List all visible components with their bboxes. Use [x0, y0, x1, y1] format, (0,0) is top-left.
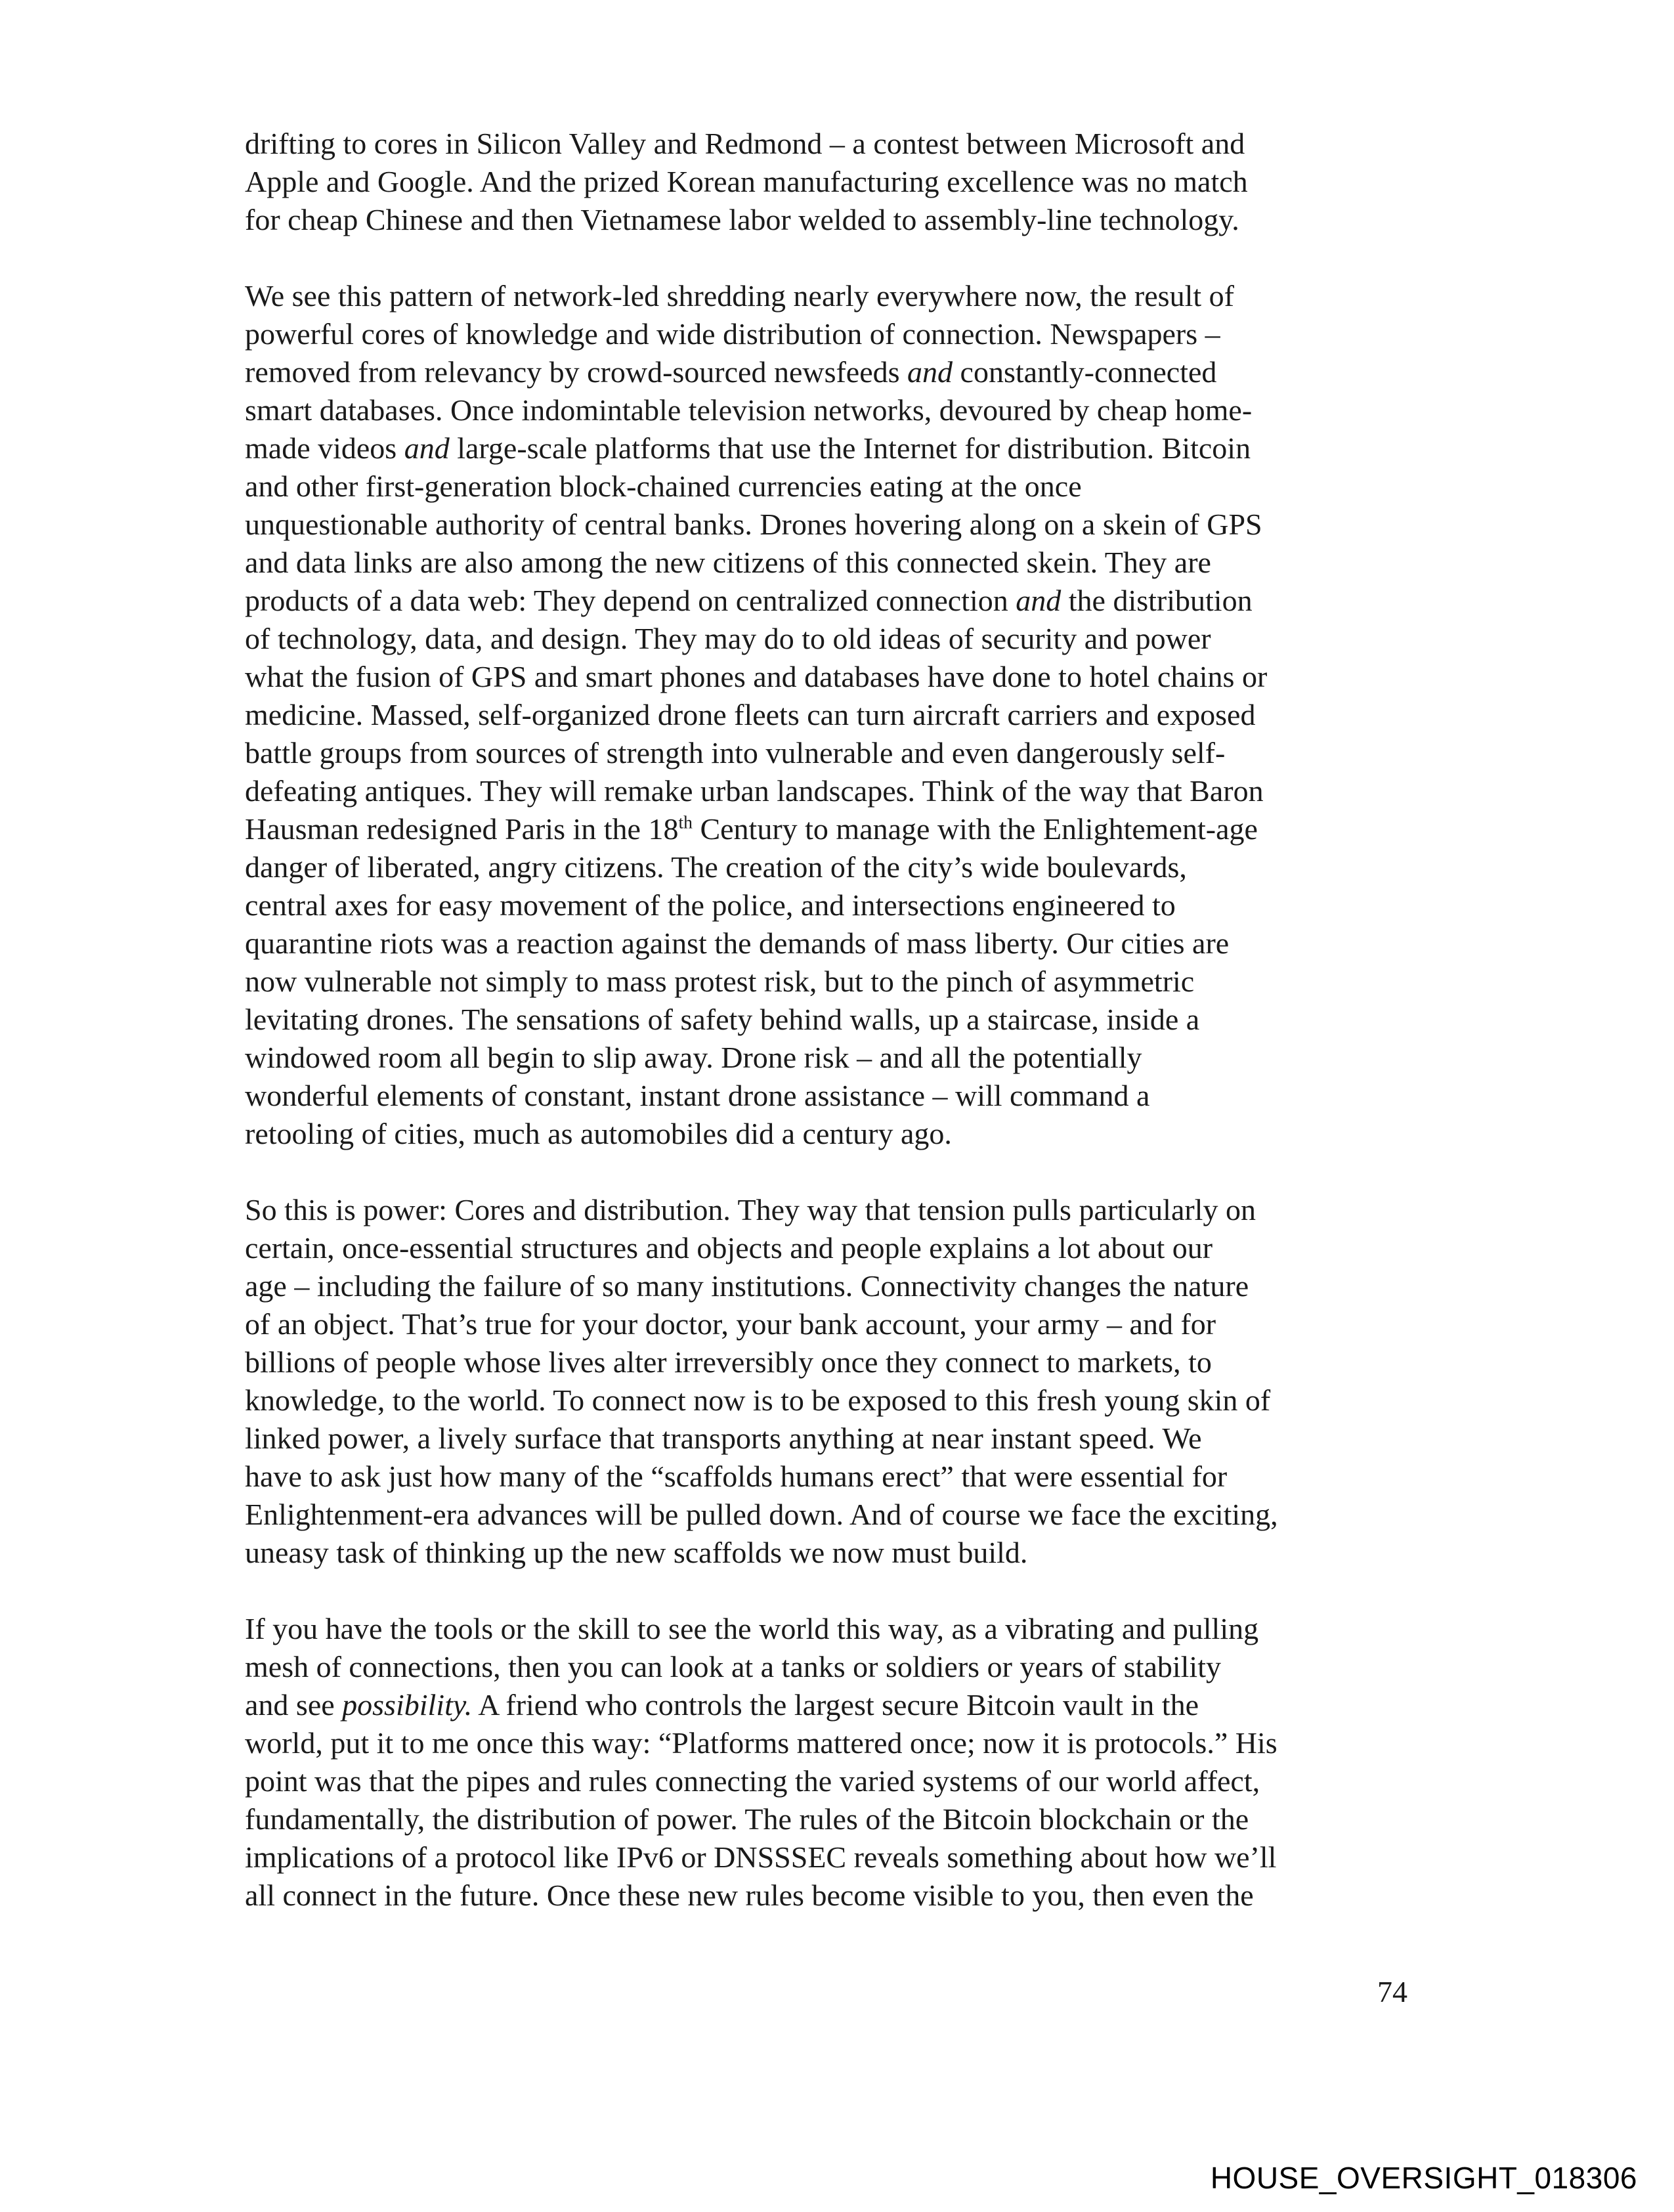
text-line	[245, 163, 1436, 201]
text-run: have to ask just how many of the “scaffolds humans erect” that were essential for	[245, 1460, 1228, 1493]
text-run: linked power, a lively surface that transports anything at near instant speed. We	[245, 1421, 1202, 1455]
text-run: drifting to cores in Silicon Valley and Redmond – a contest between Microsoft and	[245, 127, 1245, 160]
body-text	[245, 125, 1436, 1915]
text-line	[245, 696, 1436, 734]
text-line	[245, 1229, 1436, 1267]
text-line	[245, 1876, 1436, 1915]
text-run: fundamentally, the distribution of power. The rules of the Bitcoin blockchain or the	[245, 1802, 1249, 1836]
text-run: So this is power: Cores and distribution. They way that tension pulls particularly on	[245, 1193, 1256, 1226]
text-line	[245, 1610, 1436, 1648]
text-run: danger of liberated, angry citizens. The creation of the city’s wide boulevards,	[245, 850, 1187, 884]
text-line	[245, 1724, 1436, 1762]
paragraph	[245, 125, 1436, 239]
text-line	[245, 277, 1436, 315]
text-run: levitating drones. The sensations of safety behind walls, up a staircase, inside a	[245, 1003, 1200, 1036]
page-number: 74	[1377, 1975, 1407, 2008]
text-line	[245, 353, 1436, 391]
italic-text: and	[907, 355, 953, 389]
text-run: windowed room all begin to slip away. Drone risk – and all the potentially	[245, 1041, 1142, 1074]
paragraph	[245, 277, 1436, 1153]
text-line	[245, 1648, 1436, 1686]
text-line	[245, 924, 1436, 963]
text-line	[245, 1343, 1436, 1381]
text-run: retooling of cities, much as automobiles did a century ago.	[245, 1117, 952, 1150]
text-run: uneasy task of thinking up the new scaffolds we now must build.	[245, 1536, 1028, 1569]
superscript-text: th	[678, 812, 693, 833]
paragraph	[245, 1191, 1436, 1572]
text-run: A friend who controls the largest secure Bitcoin vault in the	[472, 1688, 1199, 1722]
text-line	[245, 1001, 1436, 1039]
text-line	[245, 1420, 1436, 1458]
text-line	[245, 1496, 1436, 1534]
paragraph	[245, 1610, 1436, 1915]
text-run: constantly-connected	[953, 355, 1217, 389]
text-run: central axes for easy movement of the police, and intersections engineered to	[245, 888, 1176, 922]
text-line	[245, 1115, 1436, 1153]
text-line	[245, 391, 1436, 429]
text-run: and data links are also among the new citizens of this connected skein. They are	[245, 546, 1211, 579]
text-line	[245, 1039, 1436, 1077]
text-run: world, put it to me once this way: “Platforms mattered once; now it is protocols.” His	[245, 1726, 1277, 1760]
italic-text: and	[404, 431, 450, 465]
text-run: and see	[245, 1688, 343, 1722]
text-run: Century to manage with the Enlightement-age	[692, 812, 1258, 846]
text-run: knowledge, to the world. To connect now is to be exposed to this fresh young skin of	[245, 1383, 1271, 1417]
text-line	[245, 1381, 1436, 1420]
text-line	[245, 429, 1436, 467]
text-line	[245, 772, 1436, 810]
text-run: Apple and Google. And the prized Korean manufacturing excellence was no match	[245, 165, 1248, 198]
text-run: products of a data web: They depend on centralized connection	[245, 584, 1016, 617]
text-run: implications of a protocol like IPv6 or DNSSSEC reveals something about how we’ll	[245, 1840, 1277, 1874]
italic-text: possibility.	[342, 1688, 473, 1722]
italic-text: and	[1016, 584, 1062, 617]
text-line	[245, 467, 1436, 506]
text-line	[245, 658, 1436, 696]
text-line	[245, 1686, 1436, 1724]
text-run: smart databases. Once indomintable television networks, devoured by cheap home-	[245, 393, 1253, 427]
text-run: what the fusion of GPS and smart phones and databases have done to hotel chains or	[245, 660, 1268, 693]
text-run: made videos	[245, 431, 404, 465]
text-line	[245, 125, 1436, 163]
text-line	[245, 886, 1436, 924]
text-run: Enlightenment-era advances will be pulled down. And of course we face the exciting,	[245, 1498, 1278, 1531]
text-run: unquestionable authority of central banks. Drones hovering along on a skein of GPS	[245, 508, 1262, 541]
text-run: large-scale platforms that use the Internet for distribution. Bitcoin	[449, 431, 1251, 465]
text-line	[245, 1800, 1436, 1838]
text-run: mesh of connections, then you can look at a tanks or soldiers or years of stability	[245, 1650, 1221, 1683]
text-run: We see this pattern of network-led shredding nearly everywhere now, the result of	[245, 279, 1234, 313]
text-run: now vulnerable not simply to mass protest risk, but to the pinch of asymmetric	[245, 965, 1195, 998]
text-run: age – including the failure of so many institutions. Connectivity changes the nature	[245, 1269, 1249, 1303]
text-line	[245, 1305, 1436, 1343]
text-line	[245, 1762, 1436, 1800]
text-run: battle groups from sources of strength into vulnerable and even dangerously self-	[245, 736, 1226, 770]
text-run: removed from relevancy by crowd-sourced newsfeeds	[245, 355, 908, 389]
text-run: medicine. Massed, self-organized drone fleets can turn aircraft carriers and exposed	[245, 698, 1256, 731]
text-run: of an object. That’s true for your doctor, your bank account, your army – and for	[245, 1307, 1216, 1341]
text-line	[245, 734, 1436, 772]
text-line	[245, 544, 1436, 582]
text-run: all connect in the future. Once these new rules become visible to you, then even the	[245, 1878, 1254, 1912]
text-line	[245, 963, 1436, 1001]
text-run: of technology, data, and design. They may do to old ideas of security and power	[245, 622, 1211, 655]
text-line	[245, 620, 1436, 658]
text-line	[245, 810, 1436, 848]
text-line	[245, 1077, 1436, 1115]
text-run: Hausman redesigned Paris in the 18	[245, 812, 679, 846]
text-run: billions of people whose lives alter irreversibly once they connect to markets, to	[245, 1345, 1212, 1379]
text-line	[245, 848, 1436, 886]
text-run: wonderful elements of constant, instant drone assistance – will command a	[245, 1079, 1150, 1112]
text-line	[245, 582, 1436, 620]
text-line	[245, 315, 1436, 353]
text-run: defeating antiques. They will remake urban landscapes. Think of the way that Baron	[245, 774, 1264, 808]
text-line	[245, 506, 1436, 544]
text-run: powerful cores of knowledge and wide distribution of connection. Newspapers –	[245, 317, 1220, 351]
bates-stamp: HOUSE_OVERSIGHT_018306	[1210, 2161, 1637, 2195]
text-run: and other first-generation block-chained currencies eating at the once	[245, 469, 1082, 503]
text-run: quarantine riots was a reaction against the demands of mass liberty. Our cities are	[245, 926, 1230, 960]
text-line	[245, 1458, 1436, 1496]
text-run: the distribution	[1061, 584, 1253, 617]
text-run: for cheap Chinese and then Vietnamese labor welded to assembly-line technology.	[245, 203, 1239, 236]
text-line	[245, 1191, 1436, 1229]
text-run: point was that the pipes and rules connecting the varied systems of our world affect,	[245, 1764, 1260, 1798]
text-line	[245, 1534, 1436, 1572]
text-line	[245, 201, 1436, 239]
text-line	[245, 1838, 1436, 1876]
text-run: certain, once-essential structures and objects and people explains a lot about our	[245, 1231, 1213, 1265]
text-line	[245, 1267, 1436, 1305]
text-run: If you have the tools or the skill to see the world this way, as a vibrating and pulling	[245, 1612, 1259, 1645]
